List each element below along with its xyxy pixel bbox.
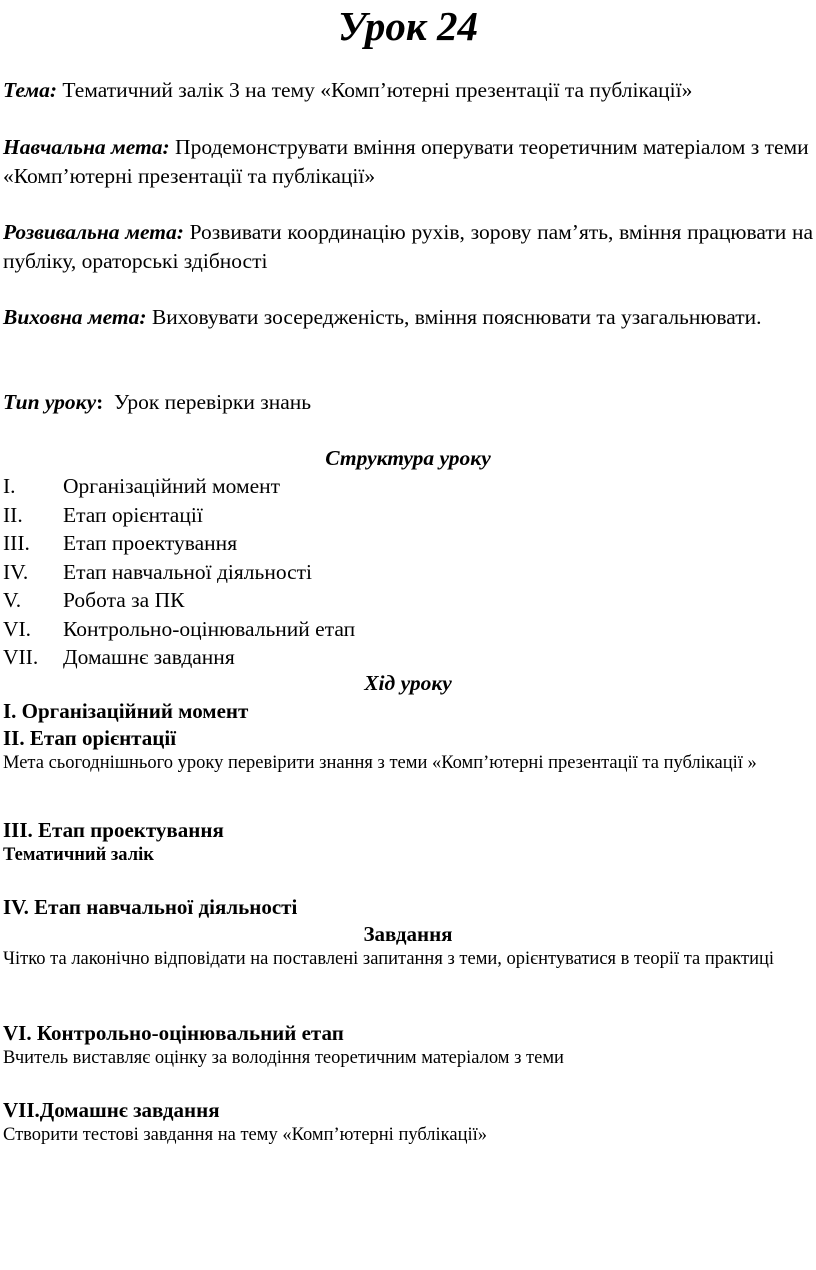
- section-2-heading: II. Етап орієнтації: [3, 726, 177, 750]
- course-heading: Хід уроку: [364, 671, 452, 695]
- structure-heading: Структура уроку: [325, 446, 491, 470]
- structure-item-text: Контрольно-оцінювальний етап: [63, 616, 356, 641]
- lesson-title: Урок 24: [338, 3, 478, 49]
- structure-item: [3, 586, 703, 615]
- educational-goal-text: Продемонструвати вміння оперувати теоретичним матеріалом з теми «Комп’ютерні презентації та публікації»: [3, 135, 809, 188]
- structure-item-text: Етап проектування: [63, 531, 238, 555]
- structure-item-number: VII.: [3, 645, 39, 669]
- structure-item: [3, 529, 703, 558]
- educational-goal-label: Навчальна мета:: [3, 135, 170, 159]
- developmental-goal-label: Розвивальна мета:: [3, 220, 184, 244]
- educational-goal: [3, 133, 813, 191]
- structure-item: [3, 615, 703, 644]
- topic-label: Тема:: [3, 78, 58, 102]
- section-7-heading: VII.Домашнє завдання: [3, 1098, 220, 1122]
- structure-item-number: II.: [3, 502, 23, 527]
- structure-item-number: I.: [3, 474, 16, 498]
- structure-item-number: IV.: [3, 559, 29, 584]
- section-1-heading: I. Організаційний момент: [3, 699, 249, 723]
- developmental-goal: [3, 218, 813, 276]
- upbringing-goal: [3, 303, 813, 332]
- section-4-heading: IV. Етап навчальної діяльності: [3, 895, 298, 919]
- lesson-type-label: Тип уроку: [3, 390, 97, 414]
- structure-item: [3, 558, 703, 587]
- lesson-type-colon: :: [96, 390, 104, 414]
- structure-item-number: V.: [3, 588, 22, 612]
- structure-list: [3, 472, 703, 672]
- structure-item-text: Робота за ПК: [63, 588, 185, 612]
- topic-line: [3, 76, 813, 105]
- section-6-heading: VI. Контрольно-оцінювальний етап: [3, 1021, 344, 1045]
- structure-item-text: Етап орієнтації: [63, 502, 203, 527]
- upbringing-goal-text: Виховувати зосередженість, вміння пояснювати та узагальнювати.: [146, 305, 762, 329]
- upbringing-goal-label: Виховна мета:: [3, 305, 147, 329]
- section-2-text: Мета сьогоднішнього уроку перевірити знання з теми «Комп’ютерні презентації та публікації »: [3, 753, 757, 773]
- structure-item: [3, 643, 703, 672]
- section-3-heading: III. Етап проектування: [3, 818, 224, 842]
- structure-item-text: Організаційний момент: [63, 474, 281, 498]
- structure-item-text: Домашнє завдання: [63, 645, 235, 669]
- structure-item-number: III.: [3, 531, 30, 555]
- topic-text: Тематичний залік 3 на тему «Комп’ютерні презентації та публікації»: [57, 78, 693, 102]
- task-heading: Завдання: [363, 922, 453, 946]
- developmental-goal-text: Розвивати координацію рухів, зорову пам’ять, вміння працювати на публіку, ораторські здібності: [3, 220, 813, 273]
- section-3-text: Тематичний залік: [3, 845, 154, 865]
- structure-item-number: VI.: [3, 616, 32, 641]
- lesson-type: [3, 388, 813, 417]
- section-7-text: Створити тестові завдання на тему «Комп’ютерні публікації»: [3, 1125, 488, 1145]
- structure-item: [3, 472, 703, 501]
- lesson-type-text: Урок перевірки знань: [103, 390, 312, 414]
- section-6-text: Вчитель виставляє оцінку за володіння теоретичним матеріалом з теми: [3, 1048, 564, 1068]
- structure-item-text: Етап навчальної діяльності: [63, 559, 313, 584]
- section-4-text: Чітко та лаконічно відповідати на поставлені запитання з теми, орієнтуватися в теорії та практиці: [3, 949, 775, 969]
- structure-item: [3, 501, 703, 530]
